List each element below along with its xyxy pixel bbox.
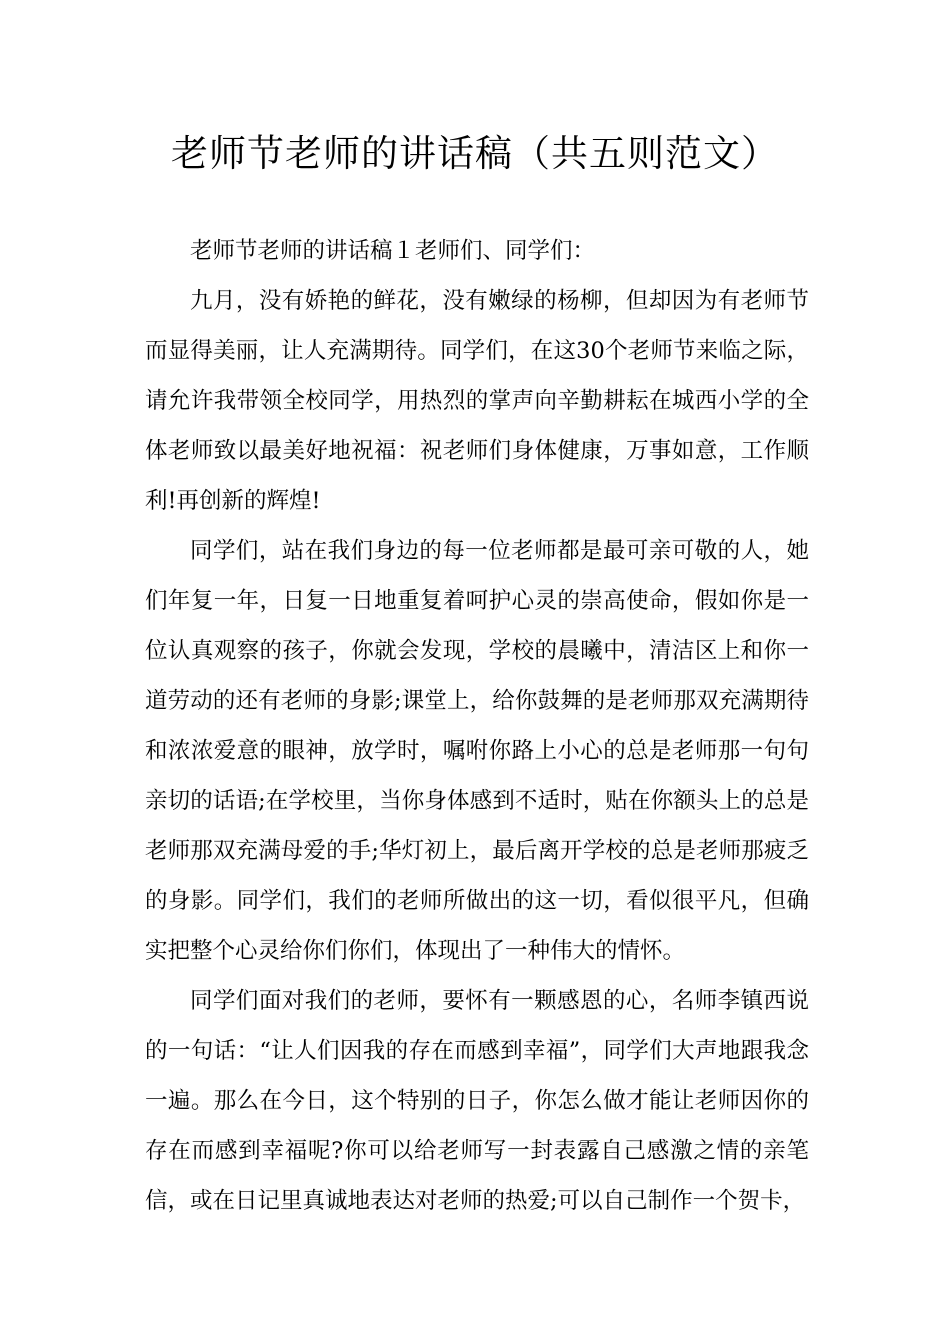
paragraph-2: 同学们，站在我们身边的每一位老师都是最可亲可敬的人，她们年复一年，日复一日地重复着呵护心灵的崇高使命，假如你是一位认真观察的孩子，你就会发现，学校的晨曦中，清洁区上和你一道劳动的还有老师的身影;课堂上，给你鼓舞的是老师那双充满期待和浓浓爱意的眼神，放学时，嘱咐你路上小心的总是老师那一句句亲切的话语;在学校里，当你身体感到不适时，贴在你额头上的总是老师那双充满母爱的手;华灯初上，最后离开学校的总是老师那疲乏的身影。同学们，我们的老师所做出的这一切，看似很平凡，但确实把整个心灵给你们你们，体现出了一种伟大的情怀。	[145, 538, 809, 964]
document-title: 老师节老师的讲话稿（共五则范文）	[171, 132, 779, 175]
paragraph-3: 同学们面对我们的老师，要怀有一颗感恩的心，名师李镇西说的一句话：“让人们因我的存在而感到幸福”，同学们大声地跟我念一遍。那么在今日，这个特别的日子，你怎么做才能让老师因你的存在而感到幸福呢?你可以给老师写一封表露自己感激之情的亲笔信，或在日记里真诚地表达对老师的热爱;可以自己制作一个贺卡，	[145, 988, 809, 1214]
paragraph-1: 九月，没有娇艳的鲜花，没有嫩绿的杨柳，但却因为有老师节而显得美丽，让人充满期待。同学们，在这30个老师节来临之际，请允许我带领全校同学，用热烈的掌声向辛勤耕耘在城西小学的全体老师致以最美好地祝福：祝老师们身体健康，万事如意，工作顺利!再创新的辉煌!	[145, 288, 809, 514]
document-body	[145, 226, 809, 1226]
paragraph-salutation: 老师节老师的讲话稿１老师们、同学们：	[190, 238, 596, 264]
